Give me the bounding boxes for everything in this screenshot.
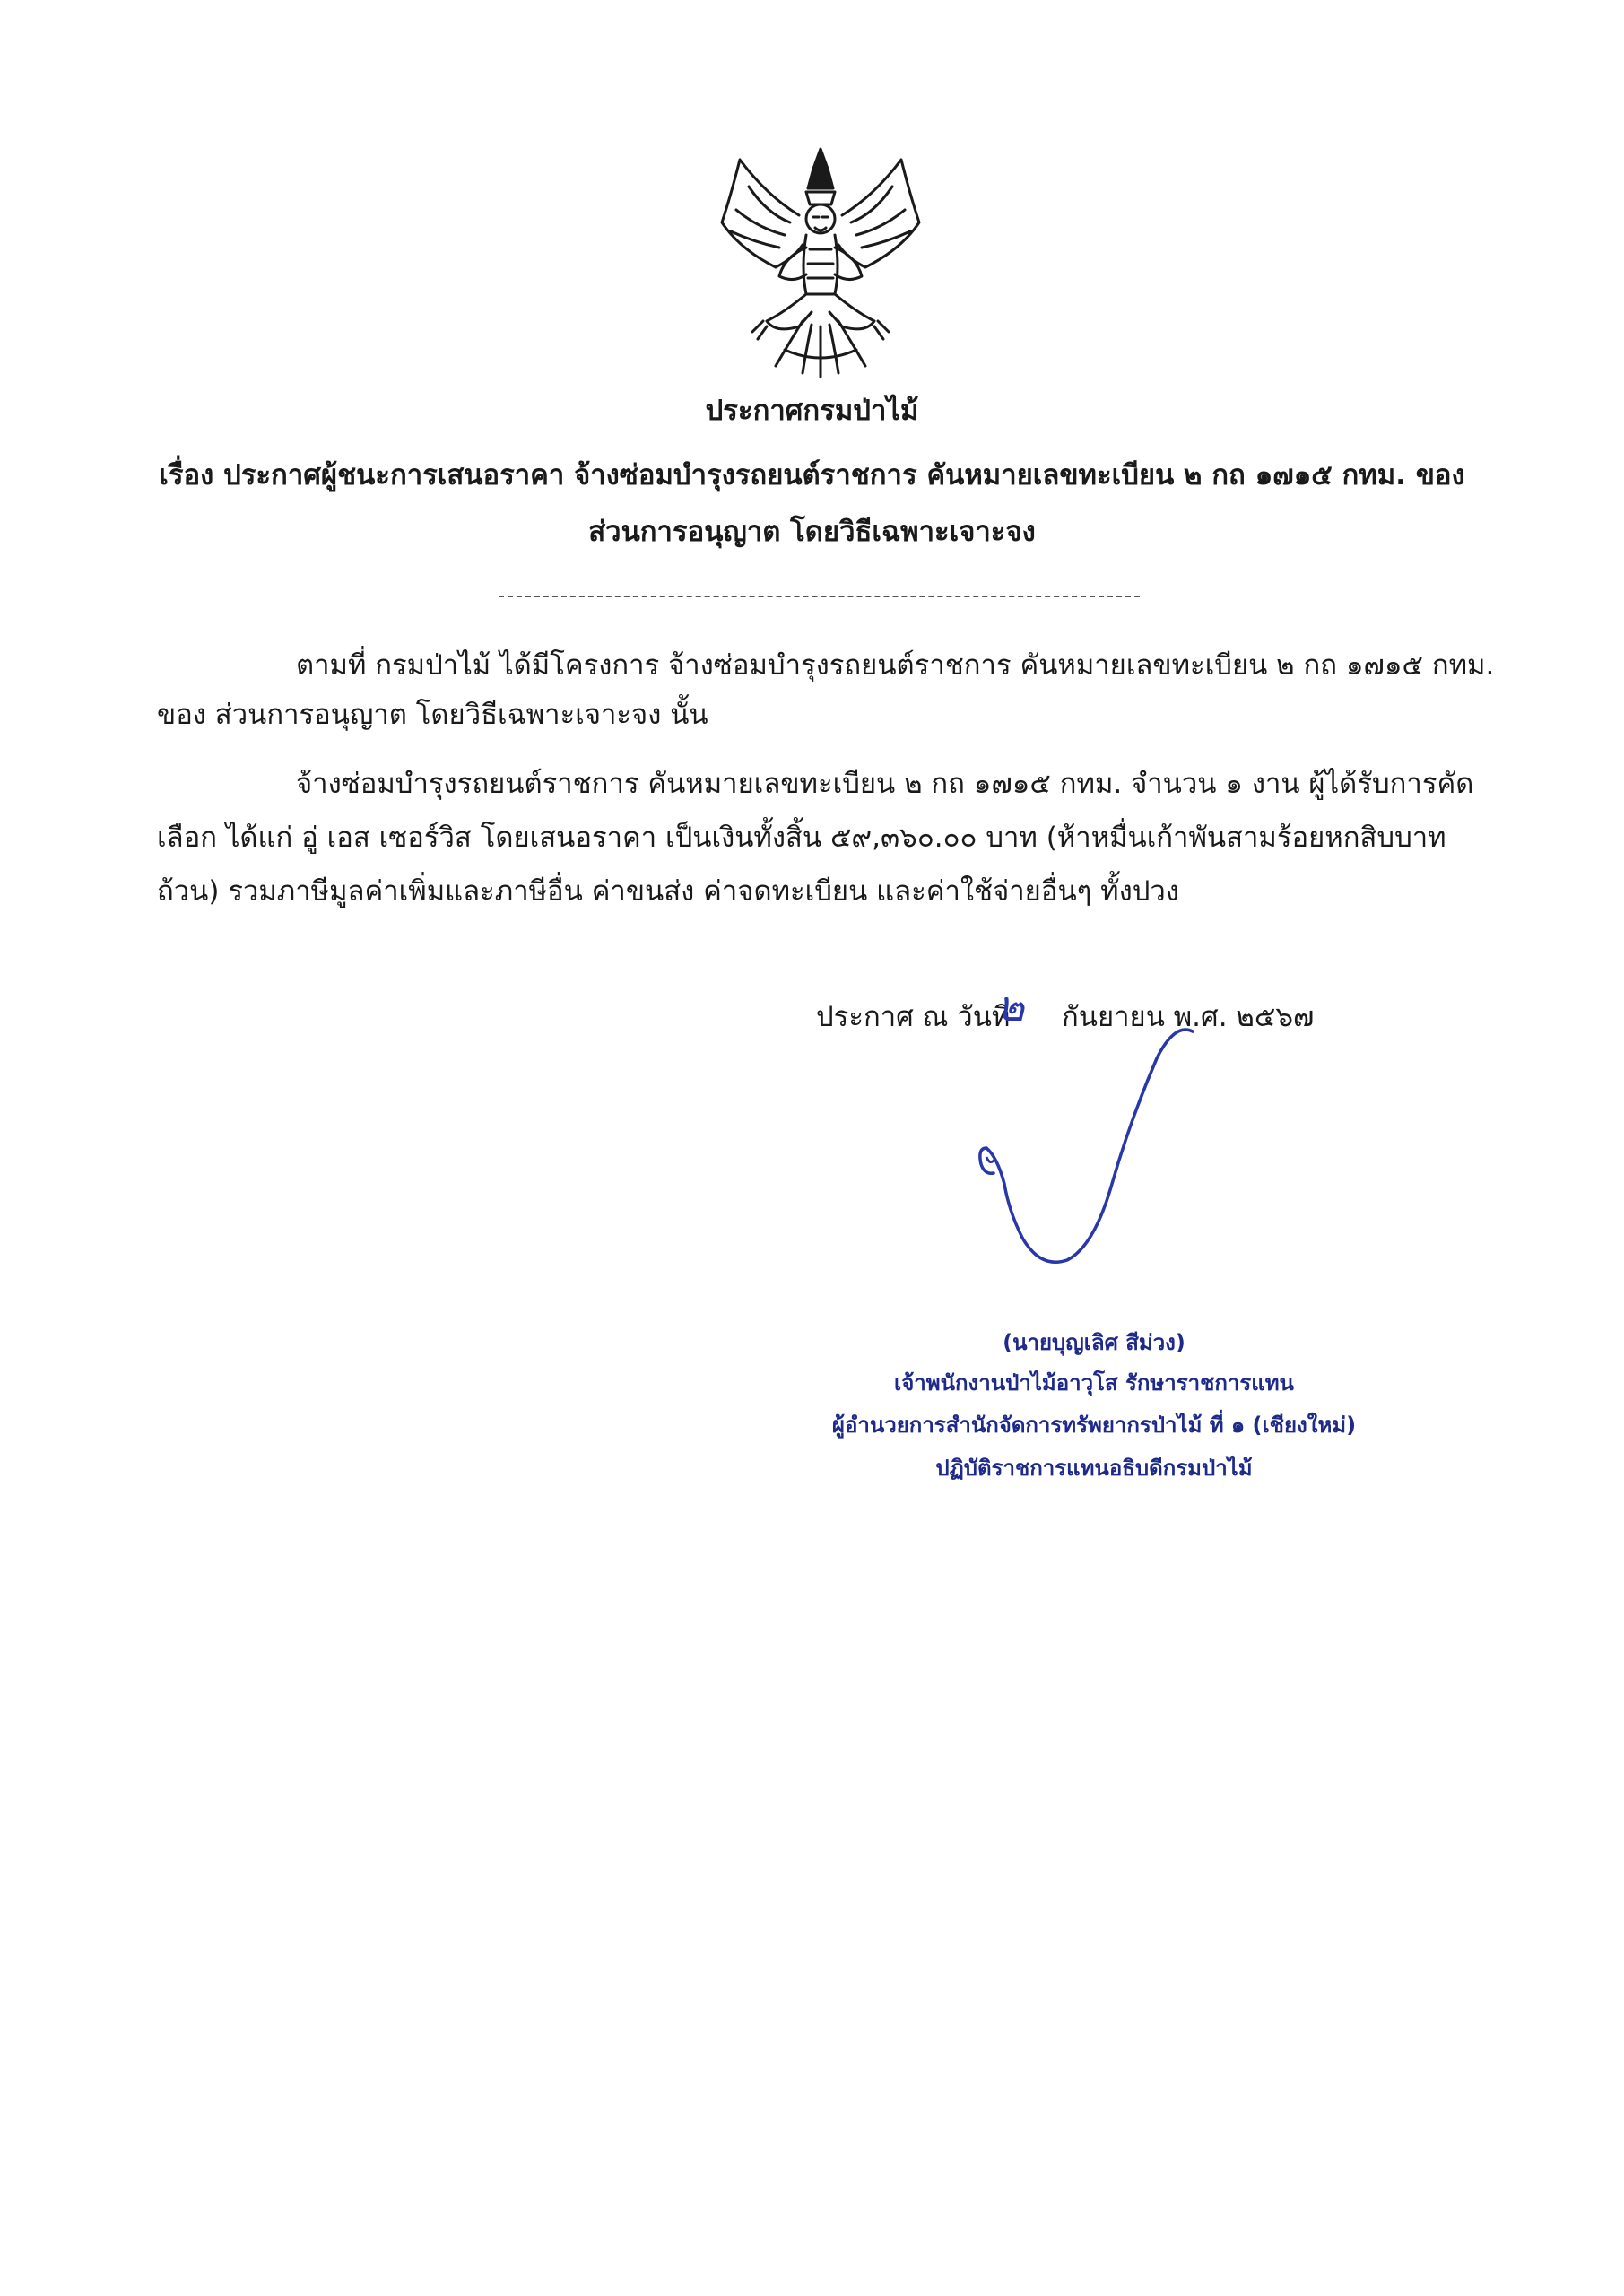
announcement-title: ประกาศกรมป่าไม้: [705, 395, 919, 427]
date-month-year: กันยายน พ.ศ. ๒๕๖๗: [1062, 1001, 1315, 1033]
paragraph-2-line-3: ถ้วน) รวมภาษีมูลค่าเพิ่มและภาษีอื่น ค่าขนส่ง ค่าจดทะเบียน และค่าใช้จ่ายอื่นๆ ทั้งปวง: [157, 875, 1179, 908]
subject-line-2: ส่วนการอนุญาต โดยวิธีเฉพาะเจาะจง: [588, 516, 1036, 548]
handwritten-signature: [951, 1022, 1202, 1292]
paragraph-1-line-1: ตามที่ กรมป่าไม้ ได้มีโครงการ จ้างซ่อมบำรุงรถยนต์ราชการ คันหมายเลขทะเบียน ๒ กถ ๑๗๑๕ กทม.: [296, 649, 1495, 682]
signer-name: (นายบุญเลิศ สีม่วง): [1003, 1330, 1185, 1355]
paragraph-2-line-1: จ้างซ่อมบำรุงรถยนต์ราชการ คันหมายเลขทะเบียน ๒ กถ ๑๗๑๕ กทม. จำนวน ๑ งาน ผู้ได้รับการคัด: [296, 768, 1474, 800]
date-day-handwritten: ๒: [997, 982, 1025, 1031]
dashed-divider: [499, 596, 1140, 597]
date-prefix: ประกาศ ณ วันที่: [816, 1001, 1011, 1033]
paragraph-2-line-2: เลือก ได้แก่ อู่ เอส เซอร์วิส โดยเสนอราคา เป็นเงินทั้งสิ้น ๕๙,๓๖๐.๐๐ บาท (ห้าหมื่นเก้าพันสามร้อยหกสิบบาท: [157, 822, 1446, 854]
subject-line-1: เรื่อง ประกาศผู้ชนะการเสนอราคา จ้างซ่อมบำรุงรถยนต์ราชการ คันหมายเลขทะเบียน ๒ กถ ๑๗๑๕ กทม. ของ: [159, 459, 1465, 491]
signer-position-3: ปฏิบัติราชการแทนอธิบดีกรมป่าไม้: [935, 1456, 1253, 1481]
signer-position-1: เจ้าพนักงานป่าไม้อาวุโส รักษาราชการแทน: [894, 1370, 1294, 1396]
garuda-emblem-icon: [713, 142, 928, 379]
paragraph-1-line-2: ของ ส่วนการอนุญาต โดยวิธีเฉพาะเจาะจง นั้น: [157, 699, 708, 731]
signer-position-2: ผู้อำนวยการสำนักจัดการทรัพยากรป่าไม้ ที่ ๑ (เชียงใหม่): [831, 1413, 1357, 1438]
